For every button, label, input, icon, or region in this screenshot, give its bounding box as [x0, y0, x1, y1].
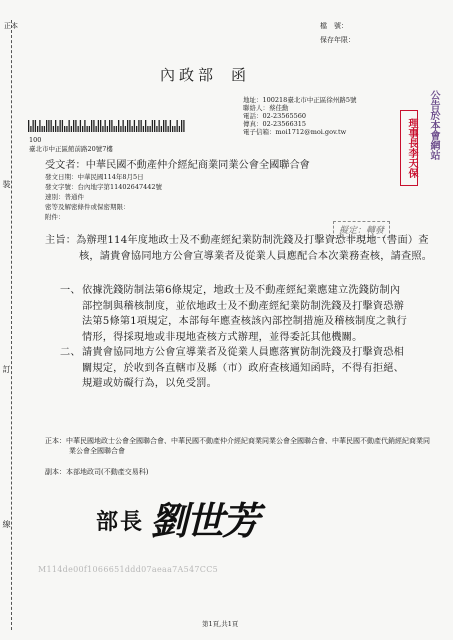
barcode-bar: [80, 120, 81, 132]
page-number: 第1頁,共1頁: [202, 620, 239, 628]
barcode-bar: [168, 126, 169, 132]
barcode-bar: [154, 120, 155, 132]
barcode-bar: [134, 120, 135, 132]
barcode-bar: [93, 120, 94, 132]
barcode-bar: [132, 126, 133, 132]
contact-fax: 傳真：02-23566315: [243, 120, 307, 128]
contact-email: 電子信箱：moi1712@moi.gov.tw: [243, 128, 347, 136]
doc-type: 函: [231, 66, 251, 84]
barcode-bar: [170, 120, 171, 132]
item-number: 一、: [60, 285, 81, 296]
item-text: 請貴會協同地方公會宣導業者及從業人員應落實防制洗錢及打擊資恐相關規定，於收到各直轄市及縣（市）政府查核通知函時，不得有拒絕、規避或妨礙行為，以免受罰。: [82, 347, 405, 389]
barcode-bar: [69, 120, 70, 132]
barcode-bar: [75, 120, 76, 132]
binding-label-xian: 線: [2, 520, 11, 529]
speed-class: 速別：普通件: [45, 193, 84, 201]
archive-keep: 保存年限：: [320, 36, 355, 44]
recipient-zip: 100: [29, 136, 42, 144]
barcode-bar: [156, 126, 157, 132]
barcode-bar: [163, 120, 164, 132]
explanation-item: [60, 345, 410, 392]
barcode-bar: [111, 120, 112, 132]
explanation-item: [60, 283, 410, 345]
issue-date: 發文日期：中華民國114年8月5日: [45, 173, 144, 181]
barcode-bar: [82, 126, 83, 132]
notice-stamp: 公告於本會網站: [428, 90, 439, 160]
subject-paragraph: 主旨：為辦理114年度地政士及不動產經紀業防制洗錢及打擊資恐非現地（書面）查核，請貴會協同地方公會宣導業者及從業人員應配合本次業務查核，請查照。: [45, 235, 433, 262]
barcode-bar: [57, 126, 58, 132]
barcode-bar: [138, 120, 139, 132]
binding-label-zhuang: 裝: [2, 180, 11, 189]
barcode-bar: [105, 120, 106, 132]
copies-copy: 副本：本部地政司(不動產交易科): [45, 468, 149, 476]
barcode-bar: [161, 126, 162, 132]
barcode-bar: [123, 120, 124, 132]
barcode-bar: [96, 126, 97, 132]
contact-phone: 電話：02-23565560: [243, 112, 307, 120]
tracking-code: M114de00f1066651ddd07aeaa7A547CC5: [38, 565, 219, 574]
archive-file-no: 檔 號：: [320, 22, 348, 30]
issuing-org: 內政部: [160, 66, 218, 84]
barcode-bar: [33, 120, 34, 132]
item-number: 二、: [60, 347, 81, 358]
draft-stamp: 擬定：轉發: [333, 221, 390, 238]
barcode-bar: [28, 120, 29, 132]
barcode-bar: [35, 120, 36, 132]
barcode-bar: [109, 120, 110, 132]
barcode-bar: [118, 120, 119, 132]
barcode-bar: [114, 126, 115, 132]
barcode-bar: [53, 126, 54, 132]
binding-label-ding: 訂: [2, 365, 11, 374]
contact-address: 地址：100218臺北市中正區徐州路5號: [243, 96, 357, 104]
barcode-bar: [87, 126, 88, 132]
doc-title: [160, 64, 250, 85]
barcode-bar: [127, 120, 128, 132]
chair-stamp: 理事長李天保: [400, 110, 418, 186]
barcode-bar: [183, 120, 184, 132]
barcode-bar: [159, 120, 160, 132]
barcode-bar: [129, 120, 130, 132]
barcode-bar: [73, 120, 74, 132]
barcode-bar: [30, 126, 31, 132]
barcode-bar: [39, 120, 40, 132]
issue-number: 發文字號：台內地字第11402647442號: [45, 183, 162, 191]
barcode-bar: [147, 126, 148, 132]
barcode-bar: [107, 126, 108, 132]
barcode-bar: [44, 126, 45, 132]
recipient-line: 受文者：中華民國不動產仲介經紀商業同業公會全國聯合會: [45, 160, 310, 171]
barcode-bar: [78, 126, 79, 132]
barcode-bar: [143, 126, 144, 132]
barcode-bar: [125, 126, 126, 132]
barcode-bar: [152, 120, 153, 132]
barcode-bar: [141, 120, 142, 132]
security-class: 密等及解密條件或保密期限：: [45, 203, 130, 211]
barcode-bar: [51, 120, 52, 132]
postal-barcode: [28, 120, 188, 134]
barcode-bar: [48, 120, 49, 132]
explanation-list: [60, 283, 410, 392]
barcode-bar: [116, 126, 117, 132]
barcode-bar: [98, 120, 99, 132]
signature-title: 部長: [96, 509, 145, 535]
barcode-bar: [179, 126, 180, 132]
barcode-bar: [150, 126, 151, 132]
contact-person: 聯絡人：蔡佳勳: [243, 104, 289, 112]
barcode-bar: [177, 120, 178, 132]
barcode-bar: [181, 120, 182, 132]
item-text: 依據洗錢防制法第6條規定，地政士及不動產經紀業應建立洗錢防制內部控制與稽核制度，並依地政士及不動產經紀業防制洗錢及打擊資恐辦法第5條第1項規定，本部每年應查核該內部控制措施及稽核制度之執行情形，得採現地或非現地查核方式辦理，並得委託其他機關。: [82, 285, 407, 343]
doc-meta: [45, 172, 162, 222]
barcode-bar: [37, 126, 38, 132]
barcode-bar: [174, 126, 175, 132]
barcode-bar: [172, 126, 173, 132]
contact-block: [243, 96, 356, 136]
barcode-bar: [62, 120, 63, 132]
copy-type-label: 正本: [4, 22, 18, 30]
barcode-bar: [89, 126, 90, 132]
barcode-bar: [64, 126, 65, 132]
barcode-bar: [120, 126, 121, 132]
barcode-bar: [102, 126, 103, 132]
attachment-line: 附件：: [45, 213, 65, 221]
barcode-bar: [60, 120, 61, 132]
signature-name: 劉世芳: [150, 498, 259, 543]
barcode-bar: [46, 120, 47, 132]
barcode-bar: [42, 126, 43, 132]
recipient-address: 臺北市中正區館前路20號7樓: [29, 145, 113, 153]
barcode-bar: [100, 120, 101, 132]
barcode-bar: [84, 120, 85, 132]
barcode-bar: [71, 126, 72, 132]
barcode-bar: [165, 120, 166, 132]
binding-line: [11, 20, 13, 630]
barcode-bar: [91, 120, 92, 132]
copies-main: 正本：中華民國地政士公會全國聯合會、中華民國不動產仲介經紀商業同業公會全國聯合會、中華民國不動產代銷經紀商業同業公會全國聯合會: [45, 437, 430, 455]
barcode-bar: [66, 126, 67, 132]
barcode-bar: [55, 120, 56, 132]
barcode-bar: [136, 126, 137, 132]
barcode-bar: [145, 120, 146, 132]
